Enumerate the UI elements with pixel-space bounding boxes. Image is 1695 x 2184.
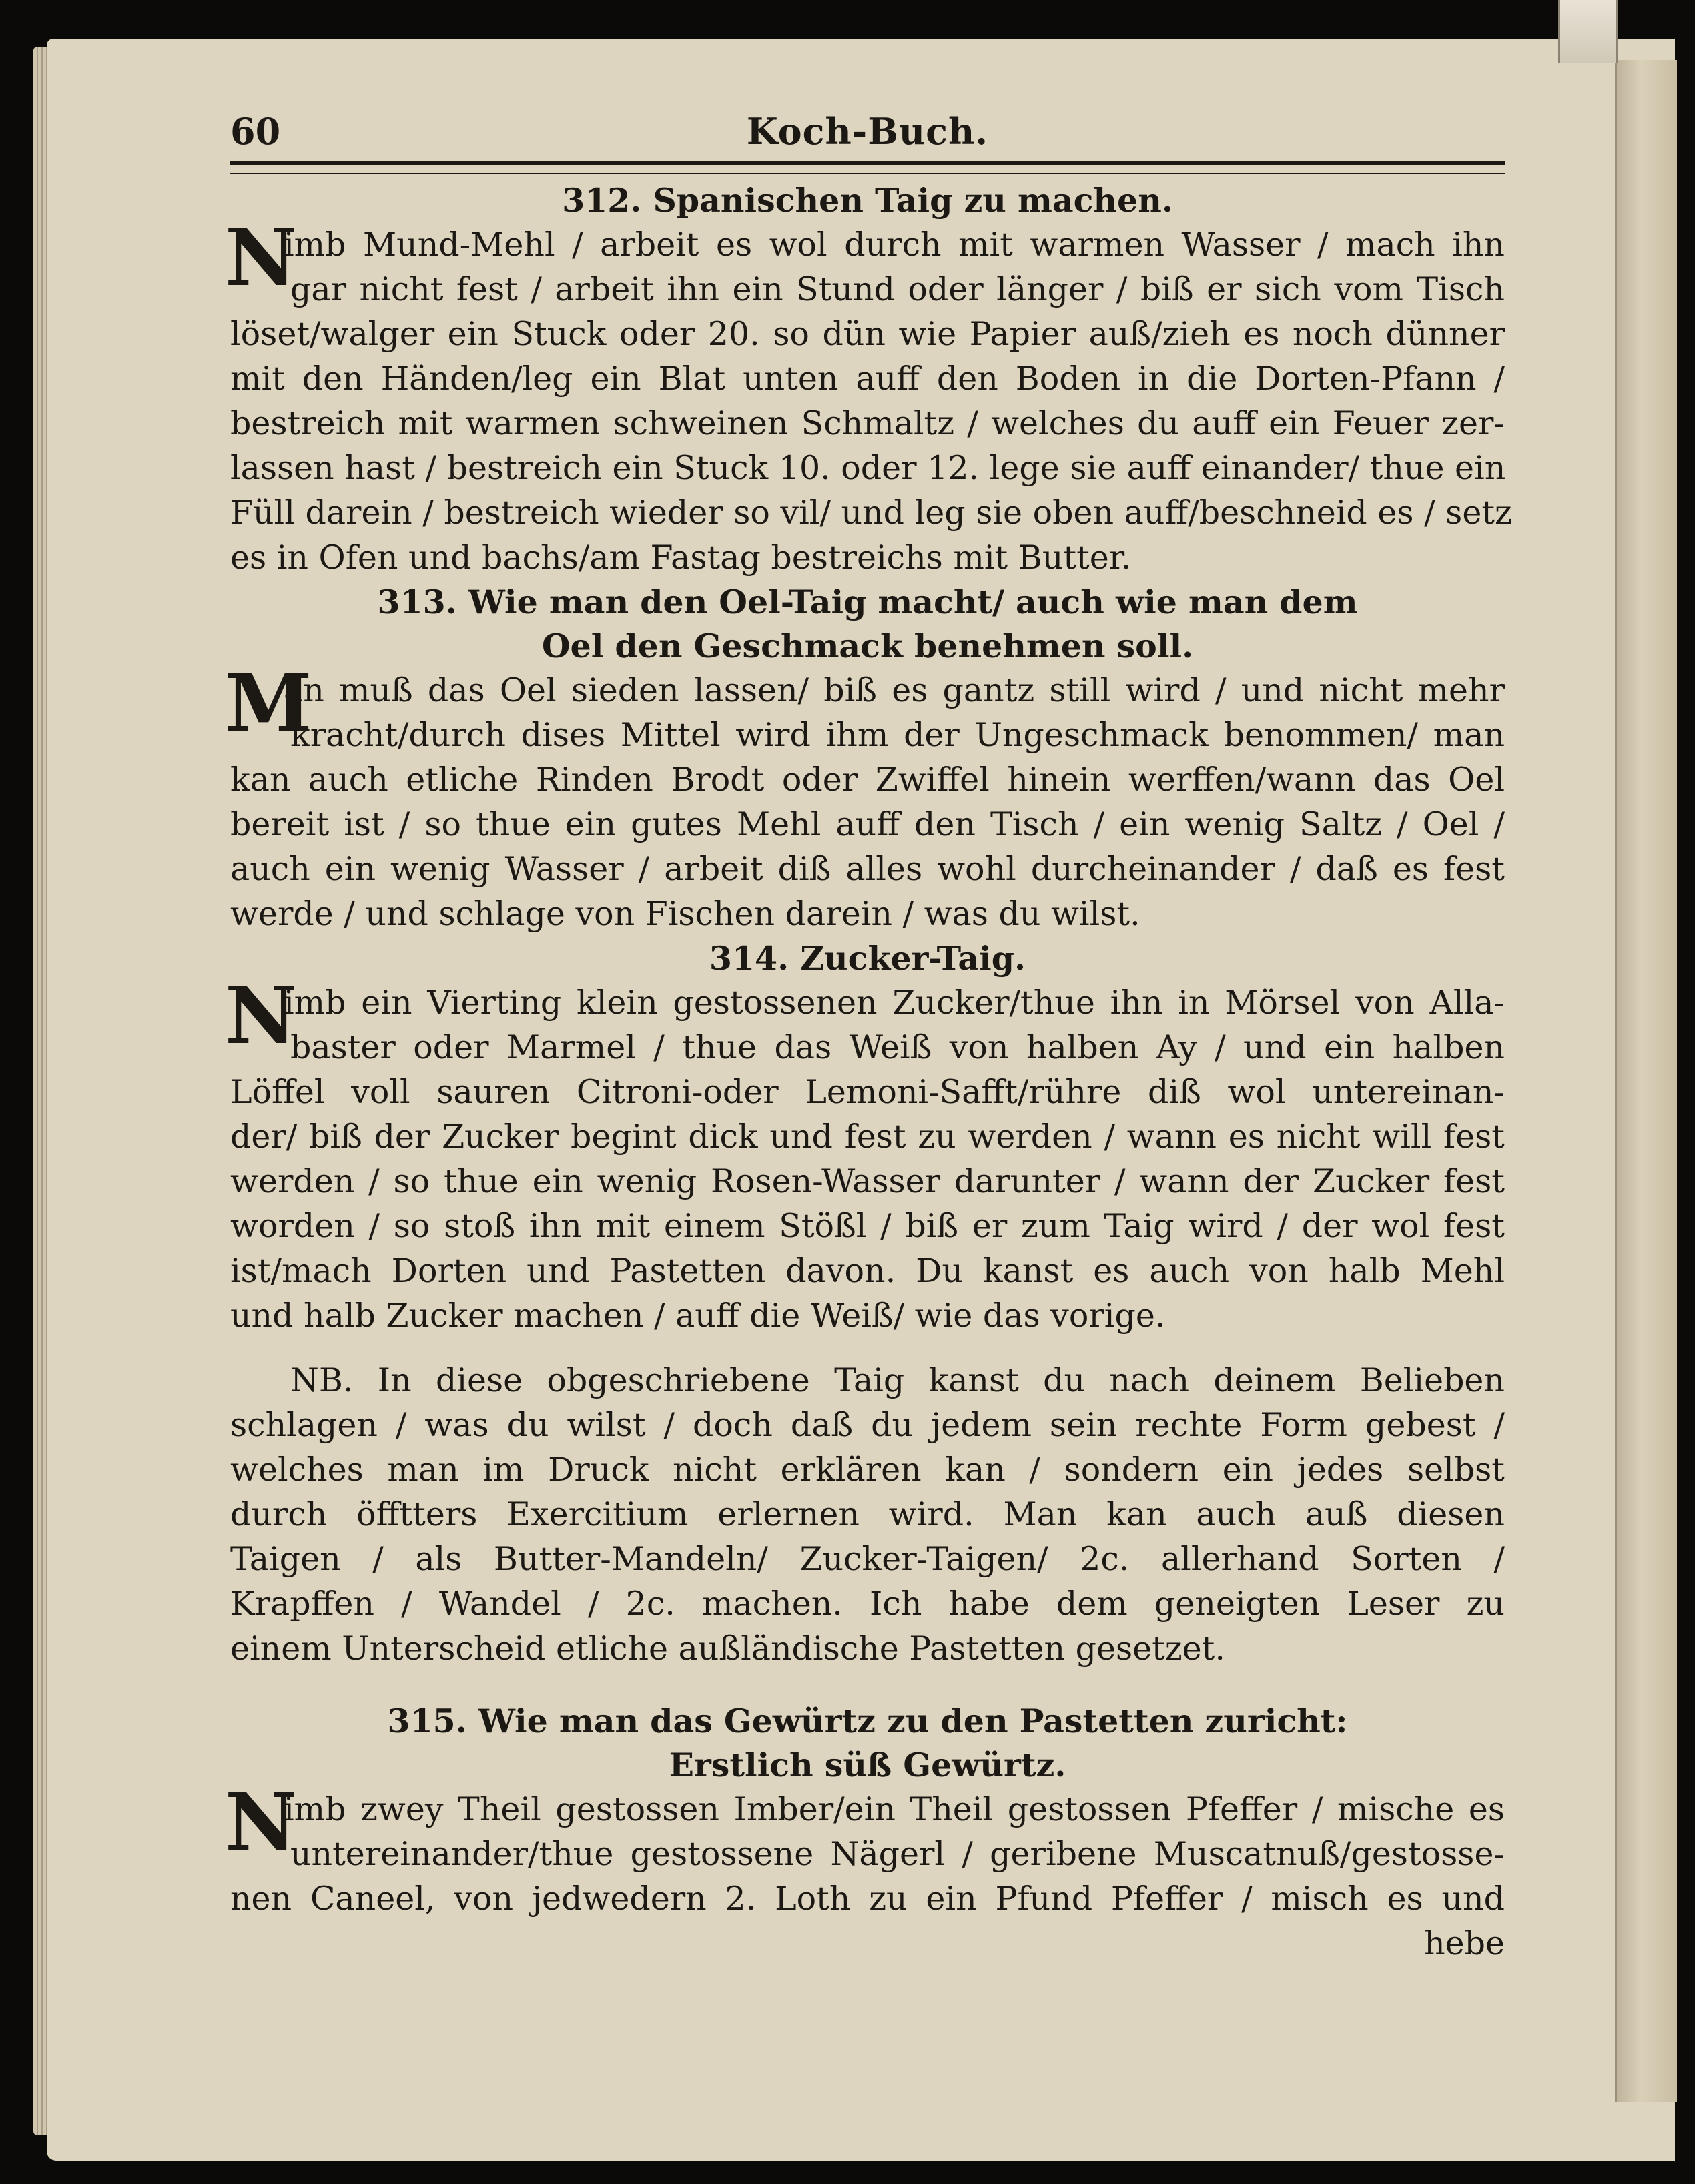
text-line: Taigen / als Butter-Mandeln/ Zucker-Taigen/ 2c. allerhand Sorten / [230, 1540, 1505, 1578]
recipe-315 [225, 1699, 1505, 1966]
recipe-heading: 313. Wie man den Oel-Taig macht/ auch wie man dem [377, 583, 1358, 621]
text-line: durch öfftters Exercitium erlernen wird. Man kan auch auß diesen [230, 1495, 1505, 1533]
text-line: Krapffen / Wandel / 2c. machen. Ich habe dem geneigten Leser zu [230, 1585, 1505, 1623]
text-line: bestreich mit warmen schweinen Schmaltz / welches du auff ein Feuer zer- [230, 404, 1505, 442]
facing-page-edge [1615, 60, 1677, 2102]
text-line: kracht/durch dises Mittel wird ihm der Ungeschmack benommen/ man [290, 716, 1505, 754]
text-line: worden / so stoß ihn mit einem Stößl / biß er zum Taig wird / der wol fest [230, 1207, 1505, 1245]
text-line: kan auch etliche Rinden Brodt oder Zwiffel hinein werffen/wann das Oel [230, 761, 1505, 799]
text-line: ist/mach Dorten und Pastetten davon. Du kanst es auch von halb Mehl [230, 1252, 1505, 1290]
text-line: Füll darein / bestreich wieder so vil/ und leg sie oben auff/beschneid es / setz [230, 494, 1512, 532]
drop-cap: N [225, 1776, 297, 1868]
text-line: welches man im Druck nicht erklären kan / sondern ein jedes selbst [230, 1451, 1505, 1489]
recipe-313 [225, 580, 1505, 936]
text-line: lassen hast / bestreich ein Stuck 10. oder 12. lege sie auff einander/ thue ein [230, 449, 1506, 487]
text-line: einem Unterscheid etliche außländische Pastetten gesetzet. [230, 1629, 1225, 1668]
drop-cap: N [225, 969, 297, 1062]
text-line: der/ biß der Zucker begint dick und fest zu werden / wann es nicht will fest [230, 1118, 1505, 1156]
text-line: imb Mund-Mehl / arbeit es wol durch mit warmen Wasser / mach ihn [284, 226, 1505, 264]
text-line: gar nicht fest / arbeit ihn ein Stund oder länger / biß er sich vom Tisch [290, 270, 1505, 308]
text-line: auch ein wenig Wasser / arbeit diß alles wohl durcheinander / daß es fest [230, 850, 1505, 888]
text-line: schlagen / was du wilst / doch daß du jedem sein rechte Form gebest / [230, 1406, 1505, 1444]
recipe-heading: 315. Wie man das Gewürtz zu den Pastetten zuricht: [387, 1702, 1348, 1740]
text-line: Löffel voll sauren Citroni-oder Lemoni-Safft/rühre diß wol untereinan- [230, 1073, 1505, 1111]
text-line: imb zwey Theil gestossen Imber/ein Theil gestossen Pfeffer / mische es [284, 1790, 1505, 1828]
text-line: es in Ofen und bachs/am Fastag bestreichs mit Butter. [230, 538, 1132, 577]
recipe-312 [225, 178, 1512, 580]
header-rule [230, 161, 1505, 174]
text-line: NB. In diese obgeschriebene Taig kanst du nach deinem Belieben [290, 1361, 1505, 1399]
text-line: untereinander/thue gestossene Nägerl / geribene Muscatnuß/gestosse- [290, 1835, 1505, 1873]
text-line: und halb Zucker machen / auff die Weiß/ wie das vorige. [230, 1297, 1166, 1335]
text-line: baster oder Marmel / thue das Weiß von halben Ay / und ein halben [290, 1028, 1505, 1066]
recipe-314 [225, 936, 1505, 1338]
page-content [225, 103, 1512, 1966]
page-number: 60 [230, 110, 281, 153]
page-header [230, 103, 1505, 157]
text-line: nen Caneel, von jedwedern 2. Loth zu ein Pfund Pfeffer / misch es und [230, 1880, 1505, 1918]
recipe-heading: Oel den Geschmack benehmen soll. [541, 627, 1194, 665]
drop-cap: N [225, 211, 297, 304]
nota-bene-note [230, 1358, 1505, 1671]
recipe-heading: Erstlich süß Gewürtz. [669, 1746, 1066, 1784]
text-line: mit den Händen/leg ein Blat unten auff den Boden in die Dorten-Pfann / [230, 360, 1505, 398]
recipe-heading: 314. Zucker-Taig. [709, 939, 1026, 978]
text-line: löset/walger ein Stuck oder 20. so dün wie Papier auß/zieh es noch dünner [230, 315, 1505, 353]
text-line: bereit ist / so thue ein gutes Mehl auff den Tisch / ein wenig Saltz / Oel / [230, 805, 1505, 843]
catchword: hebe [1424, 1924, 1505, 1962]
running-title: Koch-Buch. [746, 110, 989, 153]
text-line: werde / und schlage von Fischen darein / was du wilst. [230, 895, 1140, 933]
recipe-heading: 312. Spanischen Taig zu machen. [562, 181, 1173, 220]
text-line: imb ein Vierting klein gestossenen Zucker/thue ihn in Mörsel von Alla- [284, 984, 1505, 1022]
drop-cap: M [225, 657, 312, 749]
text-line: werden / so thue ein wenig Rosen-Wasser darunter / wann der Zucker fest [230, 1162, 1505, 1200]
bookmark-strip [1558, 0, 1618, 63]
text-line: an muß das Oel sieden lassen/ biß es gantz still wird / und nicht mehr [284, 671, 1505, 709]
